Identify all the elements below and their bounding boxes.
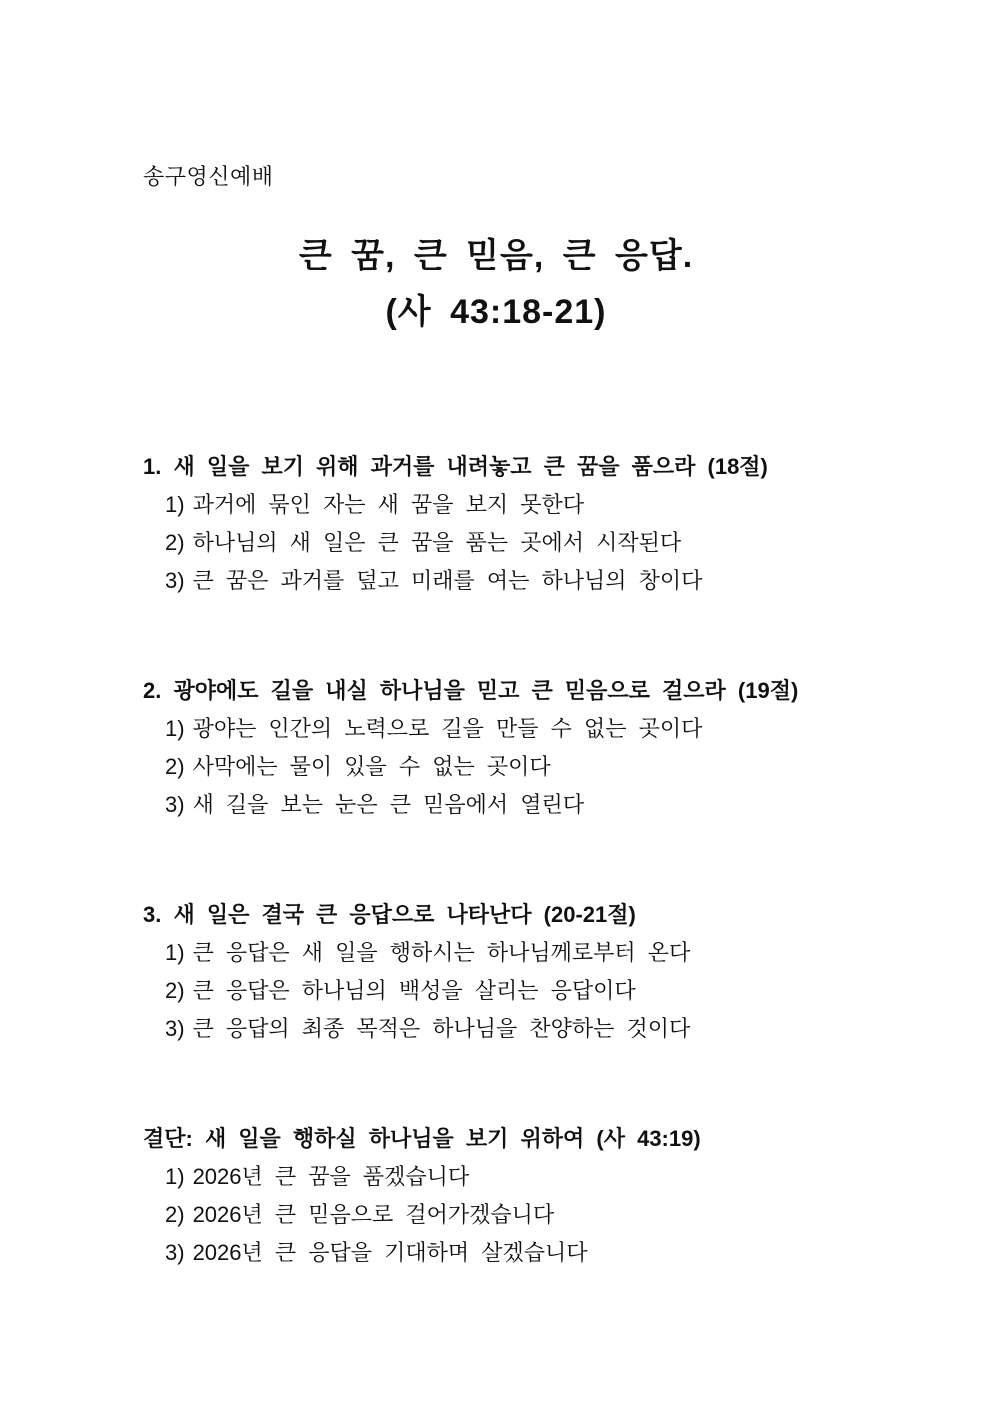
sermon-title: 큰 꿈, 큰 믿음, 큰 응답. xyxy=(298,237,694,275)
resolution-section xyxy=(143,1120,963,1272)
point-text: 광야는 인간의 노력으로 길을 만들 수 없는 곳이다 xyxy=(192,716,703,741)
point-text: 2026년 큰 응답을 기대하며 살겠습니다 xyxy=(192,1240,588,1265)
section-point xyxy=(143,524,963,562)
point-text: 큰 응답은 하나님의 백성을 살리는 응답이다 xyxy=(192,978,636,1003)
point-number: 2) xyxy=(165,530,185,555)
section-point xyxy=(143,786,963,824)
point-text: 새 길을 보는 눈은 큰 믿음에서 열린다 xyxy=(192,792,585,817)
point-number: 3) xyxy=(165,568,185,593)
point-number: 2) xyxy=(165,1202,185,1227)
section-point xyxy=(143,562,963,600)
section-point xyxy=(143,1234,963,1272)
point-text: 하나님의 새 일은 큰 꿈을 품는 곳에서 시작된다 xyxy=(192,530,682,555)
section-point xyxy=(143,748,963,786)
point-number: 1) xyxy=(165,940,185,965)
point-text: 큰 응답은 새 일을 행하시는 하나님께로부터 온다 xyxy=(192,940,691,965)
service-name: 송구영신예배 xyxy=(143,164,274,189)
section-heading: 2. 광야에도 길을 내실 하나님을 믿고 큰 믿음으로 걸으라 (19절) xyxy=(143,678,799,703)
section-point xyxy=(143,1010,963,1048)
section-heading: 결단: 새 일을 행하실 하나님을 보기 위하여 (사 43:19) xyxy=(143,1126,701,1151)
section-point xyxy=(143,972,963,1010)
section-point xyxy=(143,1196,963,1234)
point-text: 사막에는 물이 있을 수 없는 곳이다 xyxy=(192,754,551,779)
point-number: 1) xyxy=(165,1164,185,1189)
point-text: 큰 응답의 최종 목적은 하나님을 찬양하는 것이다 xyxy=(192,1016,691,1041)
section-point xyxy=(143,710,963,748)
point-text: 2026년 큰 꿈을 품겠습니다 xyxy=(192,1164,470,1189)
section-point xyxy=(143,934,963,972)
point-number: 2) xyxy=(165,978,185,1003)
section-heading: 3. 새 일은 결국 큰 응답으로 나타난다 (20-21절) xyxy=(143,902,636,927)
sermon-section-2 xyxy=(143,672,963,824)
section-point xyxy=(143,1158,963,1196)
point-number: 3) xyxy=(165,1016,185,1041)
sermon-section-1 xyxy=(143,448,963,600)
point-number: 1) xyxy=(165,492,185,517)
point-text: 큰 꿈은 과거를 덮고 미래를 여는 하나님의 창이다 xyxy=(192,568,703,593)
section-heading: 1. 새 일을 보기 위해 과거를 내려놓고 큰 꿈을 품으라 (18절) xyxy=(143,454,768,479)
point-number: 2) xyxy=(165,754,185,779)
scripture-reference: (사 43:18-21) xyxy=(385,293,607,331)
sermon-section-3 xyxy=(143,896,963,1048)
point-number: 3) xyxy=(165,792,185,817)
point-number: 1) xyxy=(165,716,185,741)
section-point xyxy=(143,486,963,524)
point-text: 2026년 큰 믿음으로 걸어가겠습니다 xyxy=(192,1202,555,1227)
point-number: 3) xyxy=(165,1240,185,1265)
point-text: 과거에 묶인 자는 새 꿈을 보지 못한다 xyxy=(192,492,585,517)
